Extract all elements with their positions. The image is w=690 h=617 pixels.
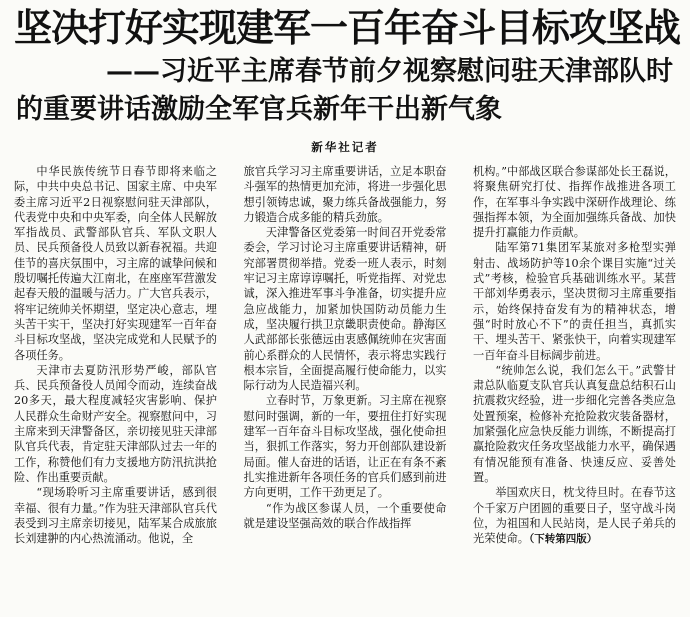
paragraph: 天津警备区党委第一时间召开党委常委会，学习讨论习主席重要讲话精神，研究部署贯彻举措。党委一班人表示，时刻牢记习主席谆谆嘱托，听党指挥、对党忠诚，深入推进军事斗争准备，切实提升应急应战能力，加紧加快国防动员能力生成，坚决履行拱卫京畿职责使命。静海区人武部部长张德远由衷感佩统帅在灾害面前心系群众的人民情怀，表示将忠实践行根本宗旨，全面提高履行使命能力，以实际行动为人民造福兴利。 bbox=[243, 226, 447, 393]
article-column-3 bbox=[473, 164, 676, 586]
article-column-1 bbox=[14, 164, 217, 586]
paragraph: 中华民族传统节日春节即将来临之际，中共中央总书记、国家主席、中央军委主席习近平2日视察慰问驻天津部队，代表党中央和中央军委，向全体人民解放军指战员、武警部队官兵、军队文职人员、民兵预备役人员致以新春祝福。共迎佳节的喜庆氛围中，习主席的诚挚问候和殷切嘱托传遍大江南北，在座座军营激发起春天般的温暖与活力。广大官兵表示，将牢记统帅关怀期望，坚定决心意志，埋头苦干实干，坚决打好实现建军一百年奋斗目标攻坚战，坚决完成党和人民赋予的各项任务。 bbox=[14, 165, 217, 362]
paragraph bbox=[473, 485, 676, 547]
paragraph: “作为战区参谋人员，一个重要使命就是建设坚强高效的联合作战指挥 bbox=[243, 501, 447, 530]
subtitle-line-1: ——习近平主席春节前夕视察慰问驻天津部队时 bbox=[106, 56, 673, 87]
paragraph: 旅官兵学习习主席重要讲话，立足本职奋斗强军的热情更加充沛，将进一步强化思想引领铸忠诚，聚力练兵备战强能力，努力锻造合成多能的精兵劲旅。 bbox=[243, 165, 447, 224]
article-body bbox=[14, 164, 676, 586]
byline: 新华社记者 bbox=[311, 140, 379, 154]
article-column-2 bbox=[244, 164, 447, 586]
paragraph: 立春时节，万象更新。习主席在视察慰问时强调，新的一年，要扭住打好实现建军一百年奋斗目标攻坚战，强化使命担当，狠抓工作落实，努力开创部队建设新局面。催人奋进的话语，让正在有条不紊扎实推进新年各项任务的官兵们感到前进方向更明，工作干劲更足了。 bbox=[243, 394, 447, 500]
headline: 坚决打好实现建军一百年奋斗目标攻坚战 bbox=[14, 6, 681, 50]
paragraph-text: 举国欢庆日，枕戈待旦时。在春节这个千家万户团圆的重要日子，坚守战斗岗位，为祖国和人民站岗，是人民子弟兵的光荣使命。 bbox=[473, 486, 676, 546]
continued-on-page-note: （下转第四版） bbox=[528, 533, 598, 546]
paragraph: “现场聆听习主席重要讲话，感到很幸福、很有力量。”作为驻天津部队官兵代表受到习主席亲切接见，陆军某合成旅旅长刘建翀的内心热流涌动。他说，全 bbox=[14, 486, 217, 546]
paragraph: “统帅怎么说，我们怎么干。”武警甘肃总队临夏支队官兵认真复盘总结积石山抗震救灾经验，进一步细化完善各类应急处置预案，检修补充抢险救灾装备器材，加紧强化应急快反能力训练，不断提高打赢抢险救灾任务攻坚战能力水平，确保遇有情况能预有准备、快速反应、妥善处置。 bbox=[473, 363, 676, 484]
paragraph: 机构。”中部战区联合参谋部处长王磊说，将聚焦研究打仗、指挥作战推进各项工作，在军事斗争实践中深研作战理论、练强指挥本领，为全面加强练兵备战、加快提升打赢能力作贡献。 bbox=[473, 165, 676, 240]
paragraph: 天津市去夏防汛形势严峻，部队官兵、民兵预备役人员闻令而动，连续奋战20多天，最大程度减轻灾害影响、保护人民群众生命财产安全。视察慰问中，习主席来到天津警备区，亲切接见驻天津部队官兵代表，肯定驻天津部队过去一年的工作，称赞他们有力支援地方防汛抗洪抢险、作出重要贡献。 bbox=[14, 363, 217, 484]
subtitle-line-2: 的重要讲话激励全军官兵新年干出新气象 bbox=[16, 94, 502, 125]
paragraph: 陆军第71集团军某旅对多枪型实弹射击、战场防护等10余个课目实施“过关式”考核，检验官兵基础训练水平。某营干部刘华勇表示，坚决贯彻习主席重要指示，始终保持奋发有为的精神状态，增强“时时放心不下”的责任担当，真抓实干、埋头苦干、紧张快干，向着实现建军一百年奋斗目标阔步前进。 bbox=[473, 241, 676, 362]
